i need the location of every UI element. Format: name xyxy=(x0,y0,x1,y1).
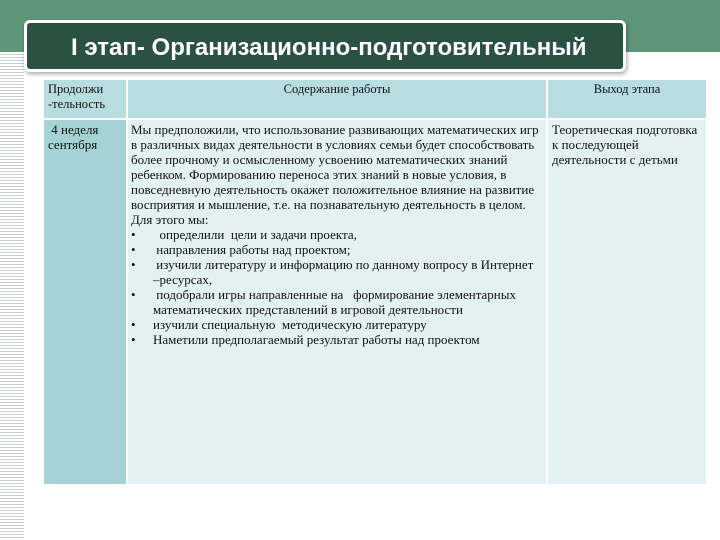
duration-cell xyxy=(43,119,127,485)
table-row xyxy=(43,119,707,485)
content-cell xyxy=(127,119,547,485)
decorative-stripes xyxy=(0,52,24,540)
header-duration xyxy=(43,79,127,119)
list-item-text: подобрали игры направленные на формирование элементарных математических представлений в игровой деятельности xyxy=(153,287,520,317)
header-content xyxy=(127,79,547,119)
list-item xyxy=(131,257,543,287)
list-item-text: Наметили предполагаемый результат работы над проектом xyxy=(153,332,480,347)
header-output xyxy=(547,79,707,119)
list-item xyxy=(131,317,543,332)
duration-weeks: 4 неделя xyxy=(48,122,99,137)
output-text: Теоретическая подготовка к последующей деятельности с детьми xyxy=(552,122,698,167)
list-item-text: направления работы над проектом; xyxy=(153,242,351,257)
list-item xyxy=(131,287,543,317)
content-intro: Мы предположили, что использование развивающих математических игр в различных видах деятельности в условиях семьи будет способствовать более прочному и осмысленному усвоению математических знаний ребенком. Формированию переноса этих знаний в новые условия, в повседневную деятельность окажет положительное влияние на развитие восприятия и мышление, т.е. на познавательную деятельность в целом. xyxy=(131,122,539,212)
list-item xyxy=(131,227,543,242)
slide-title: I этап- Организационно-подготовительный xyxy=(71,34,587,61)
content-lead: Для этого мы: xyxy=(131,212,209,227)
list-item xyxy=(131,242,543,257)
list-item-text: изучили литературу и информацию по данному вопросу в Интернет –ресурсах, xyxy=(153,257,537,287)
list-item-text: изучили специальную методическую литературу xyxy=(153,317,427,332)
header-duration-label: Продолжи -тельность xyxy=(48,82,106,111)
header-output-label: Выход этапа xyxy=(593,82,661,96)
title-banner xyxy=(24,20,626,72)
action-list xyxy=(131,227,543,347)
output-cell xyxy=(547,119,707,485)
duration-month: сентября xyxy=(48,137,98,152)
bullet-icon: • xyxy=(131,227,136,242)
bullet-icon: • xyxy=(131,257,136,272)
table-header-row xyxy=(43,79,707,119)
list-item-text: определили цели и задачи проекта, xyxy=(153,227,357,242)
bullet-icon: • xyxy=(131,242,136,257)
header-content-label: Содержание работы xyxy=(283,82,391,96)
stage-table xyxy=(42,78,708,486)
bullet-icon: • xyxy=(131,317,136,332)
bullet-icon: • xyxy=(131,287,136,302)
bullet-icon: • xyxy=(131,332,136,347)
list-item xyxy=(131,332,543,347)
